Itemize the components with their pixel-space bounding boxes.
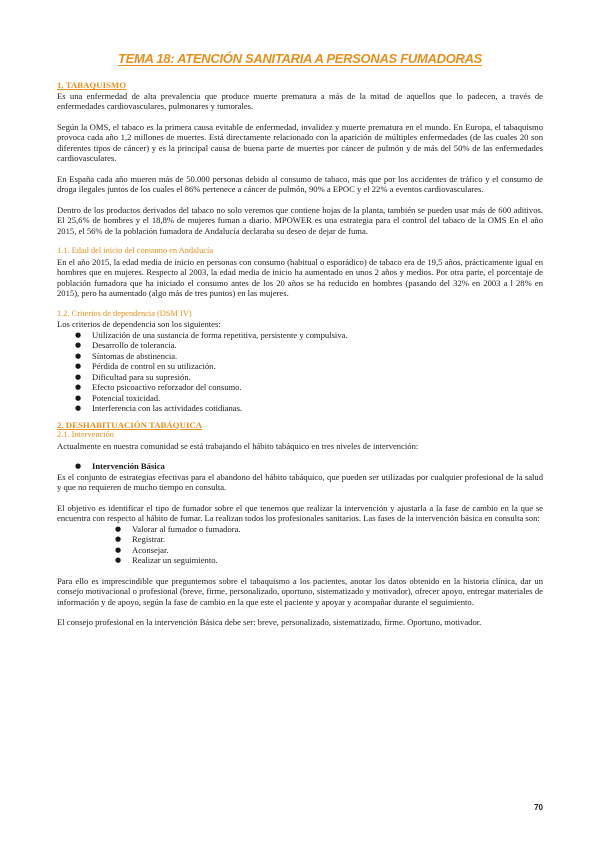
paragraph: El objetivo es identificar el tipo de fumador sobre el que tenemos que realizar la intervención y ajustarla a la fase de cambio en la que se encuentra con respecto al hábito de fumar. La realizan todos los profesionales sanitarios. Las fases de la intervención básica en consulta son: (57, 502, 543, 523)
section-1-2-heading: 1.2. Criterios de dependencia (DSM IV) (57, 308, 192, 318)
list-item: ● Utilización de una sustancia de forma repetitiva, persistente y compulsiva. (57, 330, 543, 341)
paragraph: Actualmente en nuestra comunidad se está trabajando el hábito tabáquico en tres niveles de intervención: (57, 440, 419, 451)
paragraph: Es el conjunto de estrategias efectivas para el abandono del hábito tabáquico, que pueden ser utilizadas por cualquier profesional de la salud y que no requieren de mucho tiempo en consulta. (57, 471, 543, 492)
page-title: TEMA 18: ATENCIÓN SANITARIA A PERSONAS FUMADORAS (117, 51, 483, 66)
list-item: ● Registrar. (57, 534, 543, 545)
page-number: 70 (534, 803, 543, 812)
list-item: ● Síntomas de abstinencia. (57, 351, 543, 362)
section-2-heading: 2. DESHABITUACIÓN TABÁQUICA (57, 419, 203, 430)
list-item: ● Efecto psicoactivo reforzador del consumo. (57, 382, 543, 393)
paragraph: En España cada año mueren más de 50.000 personas debido al consumo de tabaco, más que por los accidentes de tráfico y el consumo de droga ilegales juntos de los cuales el 86% pertenece a cáncer de pulmón, 90% a EPOC y el 22% a eventos cardiovasculares. (57, 173, 543, 194)
list-item: ● Realizar un seguimiento. (57, 555, 543, 566)
list-item: ● Pérdida de control en su utilización. (57, 361, 543, 372)
paragraph: Los criterios de dependencia son los siguientes: (57, 319, 221, 329)
paragraph: Es una enfermedad de alta prevalencia que produce muerte prematura a más de la mitad de aquellos que lo padecen, a través de enfermedades cardiovasculares, pulmonares y tumorales. (57, 90, 543, 111)
criteria-list (57, 330, 543, 414)
paragraph: El consejo profesional en la intervención Básica debe ser: breve, personalizado, sistematizado, firme. Oportuno, motivador. (57, 617, 482, 627)
list-item: ● Intervención Básica (57, 461, 543, 472)
paragraph: Dentro de los productos derivados del tabaco no solo veremos que contiene hojas de la planta, también se pueden usar más de 600 aditivos. El 25,6% de hombres y el 18,8% de mujeres fuman a diario. MPOWER es una estrategia para el control del tabaco de la OMS En el año 2015, el 56% de la población fumadora de Andalucía declaraba su deseo de dejar de fuma. (57, 204, 543, 236)
intervention-list (57, 461, 543, 472)
document-body (57, 80, 543, 628)
list-item: ● Valorar al fumador o fumadora. (57, 524, 543, 535)
list-item: ● Aconsejar. (57, 545, 543, 556)
section-1-heading: 1. TABAQUISMO (57, 80, 127, 90)
paragraph: En el año 2015, la edad media de inicio en personas con consumo (habitual o esporádico) de tabaco era de 19,5 años, prácticamente igual en hombres que en mujeres. Respecto al 2003, la edad media de inicio ha aumentado en unos 2 años y medios. Por otra parte, el porcentaje de población fumadora que ha iniciado el consumo antes de los 20 años se ha reducido en hombres (pasando del 32% en 2003 a l 28% en 2015), pero ha aumentado (algo más de tres puntos) en las mujeres. (57, 256, 543, 298)
list-item: ● Interferencia con las actividades cotidianas. (57, 403, 543, 414)
list-item: ● Potencial toxicidad. (57, 393, 543, 404)
phases-list (57, 524, 543, 566)
section-2-1-heading: 2.1. Intervención (57, 430, 114, 439)
list-item: ● Desarrollo de tolerancia. (57, 340, 543, 351)
paragraph: Según la OMS, el tabaco es la primera causa evitable de enfermedad, invalidez y muerte prematura en el mundo. En Europa, el tabaquismo provoca cada año 1,2 millones de muertes. Está directamente relacionado con la aparición de múltiples enfermedades (de las cuales 20 son diferentes tipos de cáncer) y es la principal causa de buena parte de muertes por cáncer de pulmón y de más del 50% de las enfermedades cardiovasculares. (57, 121, 543, 163)
list-item: ● Dificultad para su supresión. (57, 372, 543, 383)
section-1-1-heading: 1.1. Edad del inicio del consumo en Andalucía (57, 246, 214, 255)
paragraph: Para ello es imprescindible que preguntemos sobre el tabaquismo a los pacientes, anotar los datos obtenido en la historia clínica, dar un consejo motivacional o profesional (breve, firme, personalizado, oportuno, sistematizado y motivador), ofrecer apoyo, entregar materiales de información y de apoyo, según la fase de cambio en la que este el paciente y apoyar y acompañar durante el seguimiento. (57, 575, 543, 607)
